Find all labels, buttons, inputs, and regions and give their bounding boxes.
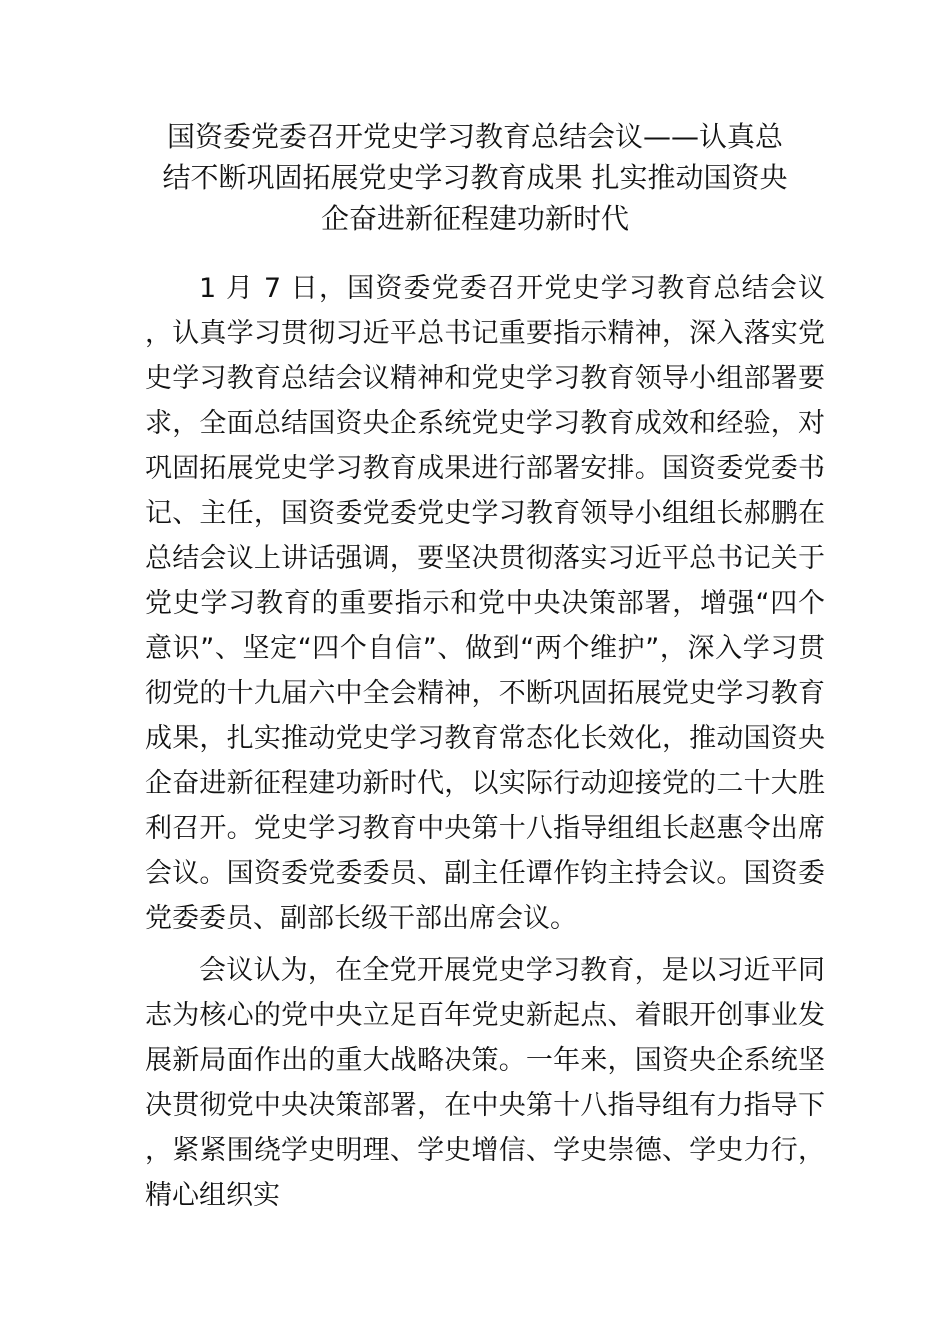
title-line-1: 国资委党委召开党史学习教育总结会议——认真总 — [166, 120, 783, 153]
title-line-3: 企奋进新征程建功新时代 — [320, 202, 629, 235]
paragraph-1: 1 月 7 日，国资委党委召开党史学习教育总结会议，认真学习贯彻习近平总书记重要指示精神，深入落实党史学习教育总结会议精神和党史学习教育领导小组部署要求，全面总结国资央企系统党史学习教育成效和经验，对巩固拓展党史学习教育成果进行部署安排。国资委党委书记、主任，国资委党委党史学习教育领导小组组长郝鹏在总结会议上讲话强调，要坚决贯彻落实习近平总书记关于党史学习教育的重要指示和党中央决策部署，增强“四个意识”、坚定“四个自信”、做到“两个维护”，深入学习贯彻党的十九届六中全会精神，不断巩固拓展党史学习教育成果，扎实推动党史学习教育常态化长效化，推动国资央企奋进新征程建功新时代，以实际行动迎接党的二十大胜利召开。党史学习教育中央第十八指导组组长赵惠令出席会议。国资委党委委员、副主任谭作钧主持会议。国资委党委委员、副部长级干部出席会议。 — [145, 273, 825, 934]
title-line-2: 结不断巩固拓展党史学习教育成果 扎实推动国资央 — [162, 161, 788, 194]
paragraph-2: 会议认为，在全党开展党史学习教育，是以习近平同志为核心的党中央立足百年党史新起点、着眼开创事业发展新局面作出的重大战略决策。一年来，国资央企系统坚决贯彻党中央决策部署，在中央第十八指导组有力指导下，紧紧围绕学史明理、学史增信、学史崇德、学史力行，精心组织实 — [145, 955, 825, 1211]
document-title — [130, 116, 820, 239]
document-body — [145, 266, 825, 1225]
